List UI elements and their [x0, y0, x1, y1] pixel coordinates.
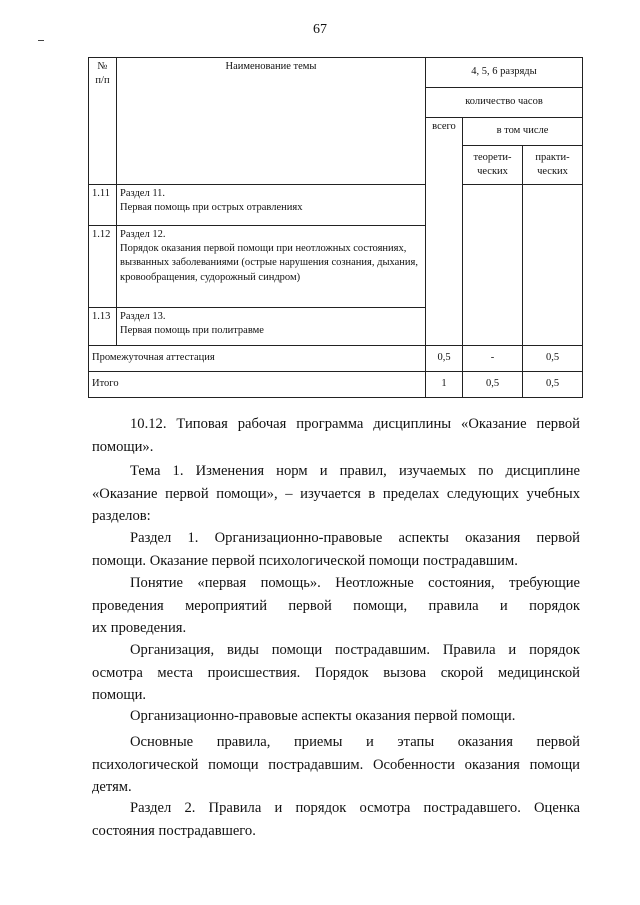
paragraph-organization	[92, 639, 580, 707]
attestation-practice: 0,5	[523, 346, 583, 372]
margin-mark	[38, 40, 44, 41]
header-practice: практи-ческих	[523, 146, 583, 185]
row-num: 1.12	[89, 226, 117, 308]
row-topic	[117, 226, 426, 308]
paragraph-topic-1	[92, 460, 580, 528]
page-number: 67	[313, 22, 327, 37]
total-row	[89, 372, 583, 398]
total-all: 1	[426, 372, 463, 398]
row-desc: Первая помощь при острых отравлениях	[120, 202, 303, 214]
row-topic	[117, 185, 426, 226]
text-line: помощи.	[92, 687, 147, 704]
text-line: Раздел 2. Правила и порядок осмотра пострадавшего. Оценка	[130, 800, 580, 816]
text-line: помощи. Оказание первой психологической помощи пострадавшим.	[92, 552, 518, 569]
attestation-theory: -	[463, 346, 523, 372]
row-title: Раздел 13.	[120, 311, 166, 322]
paragraph-concept	[92, 572, 580, 640]
text-line: их проведения.	[92, 620, 187, 637]
total-label: Итого	[89, 372, 426, 398]
text-line: психологической помощи пострадавшим. Особенности оказания помощи	[92, 756, 580, 773]
curriculum-table	[88, 57, 583, 398]
row-title: Раздел 12.	[120, 229, 166, 240]
text-line: детям.	[92, 779, 132, 796]
row-title: Раздел 11.	[120, 188, 166, 199]
text-line: 10.12. Типовая рабочая программа дисциплины «Оказание первой	[130, 416, 580, 432]
text-line: Организационно-правовые аспекты оказания первой помощи.	[130, 708, 516, 724]
text-line: Понятие «первая помощь». Неотложные состояния, требующие	[130, 575, 580, 591]
row-topic	[117, 308, 426, 346]
total-practice: 0,5	[523, 372, 583, 398]
header-hours: количество часов	[426, 88, 583, 118]
attestation-total: 0,5	[426, 346, 463, 372]
row-desc: Первая помощь при политравме	[120, 325, 264, 337]
header-grades: 4, 5, 6 разряды	[426, 58, 583, 88]
text-line: Раздел 1. Организационно-правовые аспекты оказания первой	[130, 530, 580, 546]
header-total: всего	[426, 118, 463, 346]
text-line: «Оказание первой помощи», – изучается в пределах следующих учебных	[92, 485, 580, 502]
row-num: 1.13	[89, 308, 117, 346]
paragraph-legal	[92, 705, 580, 728]
row-desc: Порядок оказания первой помощи при неотложных состояниях, вызванных заболеваниями (острые нарушения сознания, дыхания, кровообращения, судорожный синдром)	[120, 243, 418, 283]
row-num: 1.11	[89, 185, 117, 226]
text-line: проведения мероприятий первой помощи, правила и порядок	[92, 597, 580, 614]
text-line: Организация, виды помощи пострадавшим. Правила и порядок	[130, 642, 580, 658]
paragraph-section-1	[92, 527, 580, 572]
header-theory: теорети-ческих	[463, 146, 523, 185]
header-num: № п/п	[89, 58, 117, 185]
text-line: Основные правила, приемы и этапы оказания первой	[130, 734, 580, 750]
attestation-label: Промежуточная аттестация	[89, 346, 426, 372]
theory-cell	[463, 185, 523, 346]
header-topic: Наименование темы	[117, 58, 426, 185]
attestation-row	[89, 346, 583, 372]
text-line: состояния пострадавшего.	[92, 822, 256, 839]
text-line: помощи».	[92, 438, 154, 455]
section-heading	[92, 413, 580, 458]
table-row	[89, 185, 583, 226]
practice-cell	[523, 185, 583, 346]
text-line: разделов:	[92, 508, 151, 525]
text-line: осмотра места происшествия. Порядок вызова скорой медицинской	[92, 664, 580, 681]
paragraph-section-2	[92, 797, 580, 842]
text-line: Тема 1. Изменения норм и правил, изучаемых по дисциплине	[130, 463, 580, 479]
header-including: в том числе	[463, 118, 583, 146]
total-theory: 0,5	[463, 372, 523, 398]
paragraph-psychological	[92, 731, 580, 799]
